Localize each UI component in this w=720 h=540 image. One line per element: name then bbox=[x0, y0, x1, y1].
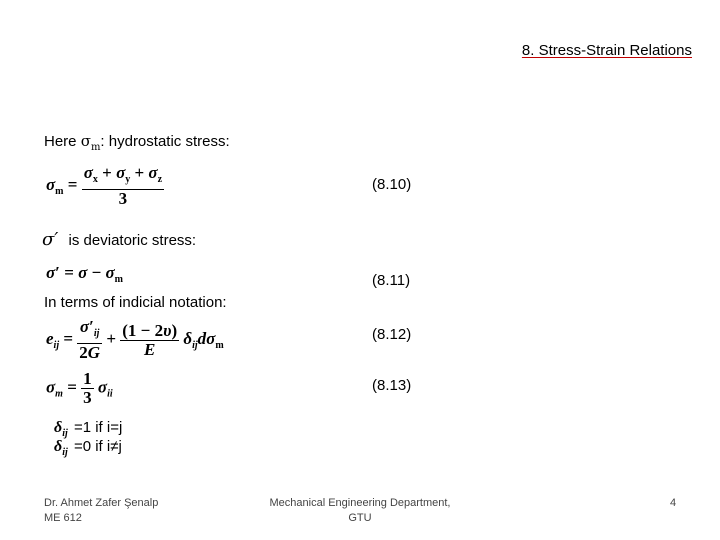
equation-8-12: $e_{ij}$ = $\frac{\sigma'_{ij}}{2G}$ + $\frac{(1 - 2\upsilon)}{E}$ $\delta_{ij}d\sigma_m$ bbox=[46, 317, 224, 362]
deviatoric-stress-label: is deviatoric stress: bbox=[68, 232, 197, 249]
footer-author-block bbox=[44, 496, 158, 526]
equation-8-13: $\sigma_m$ = $\frac{1}{3}$ $\sigma_{ii}$ bbox=[46, 369, 113, 407]
kronecker-delta-line-2: $\delta_{ij} =0$ if i≠j bbox=[54, 438, 122, 458]
footer-university: GTU bbox=[348, 512, 372, 524]
here-label: Here bbox=[44, 133, 77, 150]
page-number: 4 bbox=[670, 497, 677, 509]
slide-title: 8. Stress-Strain Relations bbox=[521, 42, 692, 59]
equation-number-8-11: (8.11) bbox=[372, 272, 411, 289]
footer-course: ME 612 bbox=[44, 512, 82, 524]
sigma-prime-symbol: σ′ bbox=[42, 229, 59, 250]
sigma-symbol: $\sigma_m$ bbox=[80, 132, 101, 153]
equation-8-11: $\sigma' = \sigma - \sigma_m$ bbox=[46, 263, 124, 285]
hydrostatic-stress-label: : hydrostatic stress: bbox=[100, 133, 230, 150]
equation-number-8-12: (8.12) bbox=[372, 326, 412, 343]
equation-number-8-13: (8.13) bbox=[372, 377, 412, 394]
indicial-notation-line: In terms of indicial notation: bbox=[44, 294, 227, 311]
kronecker-delta-line-1: $\delta_{ij} =1$ if i=j bbox=[54, 419, 123, 439]
equation-8-10: $\sigma_m$ = $\frac{\sigma_x + \sigma_y + \sigma_z}{3}$ bbox=[46, 163, 163, 208]
footer-author: Dr. Ahmet Zafer Şenalp bbox=[44, 497, 159, 509]
hydrostatic-stress-line bbox=[44, 132, 230, 153]
deviatoric-stress-line bbox=[42, 229, 196, 250]
footer-department-block bbox=[250, 496, 470, 526]
equation-number-8-10: (8.10) bbox=[372, 176, 412, 193]
footer-department: Mechanical Engineering Department, bbox=[269, 497, 451, 509]
